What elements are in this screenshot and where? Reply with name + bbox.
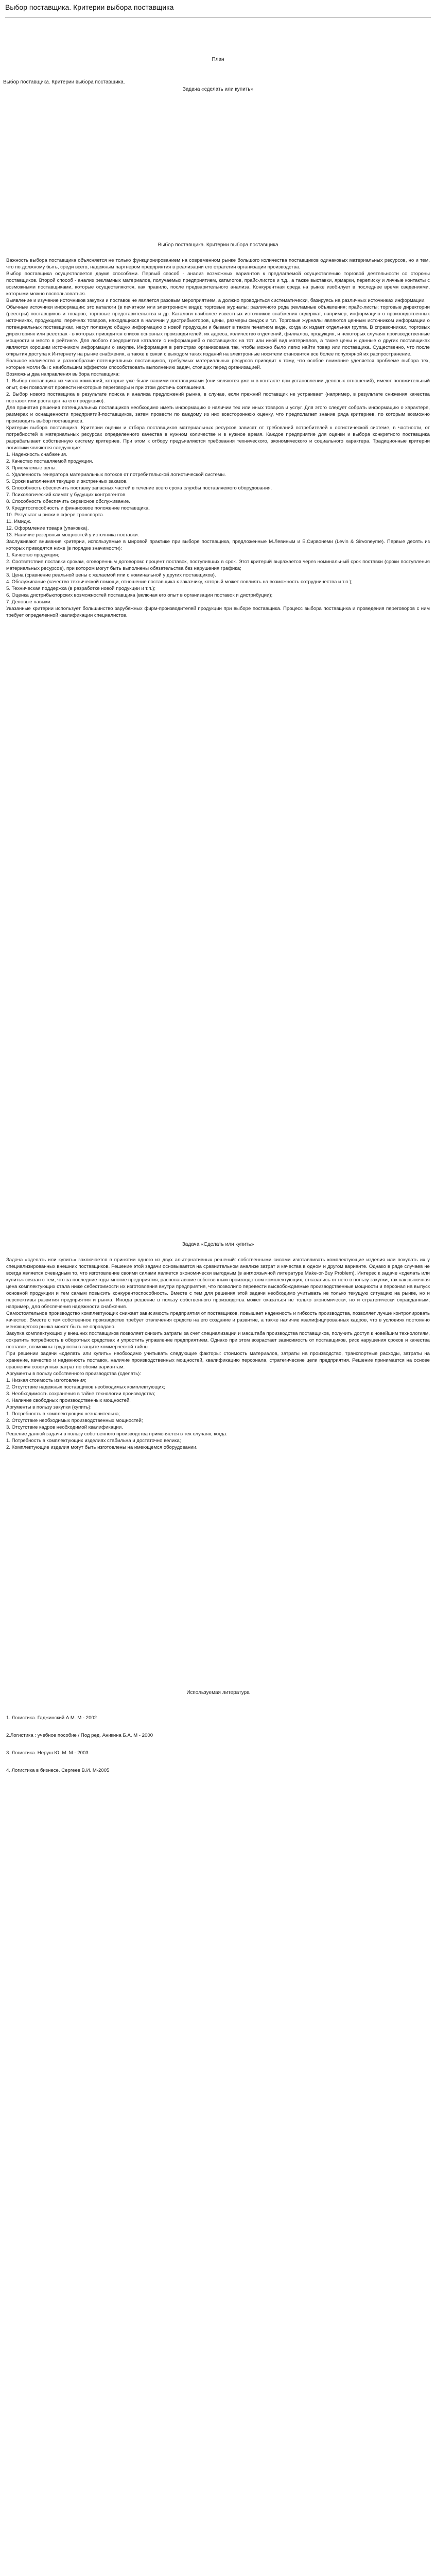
body-paragraph: 3. Отсутствие кадров необходимой квалификации. (6, 1425, 123, 1430)
body-paragraph: 3. Необходимость сохранения в тайне технологии производства; (6, 1391, 155, 1397)
body-paragraph: 10. Результат и риски в сфере транспорта. (6, 512, 104, 518)
plan-section (0, 57, 436, 92)
body-paragraph: Указанные критерии использует большинство зарубежных фирм-производителей продукции при выборе поставщика. Процесс выбора поставщика и проведения переговоров с ним требует определенной квалификации специалистов. (6, 606, 430, 618)
body-paragraph: 1. Выбор поставщика из числа компаний, которые уже были вашими поставщиками (они являются уже и в контакте при установлении деловых отношений), имеют положительный опыт, они позволяют провести некоторые переговоры и при этом достичь соглашения. (6, 378, 430, 391)
section-body-supplier (6, 257, 430, 619)
body-paragraph: Возможны два направления выбора поставщика: (6, 371, 120, 377)
body-paragraph: 4. Наличие свободных производственных мощностей. (6, 1398, 131, 1403)
body-paragraph: 7. Психологический климат у будущих контрагентов. (6, 492, 127, 498)
body-paragraph: 2. Комплектующие изделия могут быть изготовлены на имеющемся оборудовании. (6, 1445, 198, 1450)
body-paragraph: Заслуживают внимания критерии, используемые в мировой практике при выборе поставщика, предложенные М.Левиным и Б.Сирвонеми (Levin & Sirvoneyme). Первые десять из которых приводятся ниже (в порядке значимости): (6, 539, 430, 551)
body-paragraph: 13. Наличие резервных мощностей у источника поставки. (6, 532, 139, 538)
body-paragraph: 5. Техническая поддержка (в разработке новой продукции и т.п.); (6, 586, 156, 591)
body-paragraph: Выбор поставщика осуществляется двумя способами. Первый способ - анализ возможных вариантов к предлагаемой осуществлению торговой деятельности со стороны поставщиков. Второй способ - анализ рекламных материалов, получаемых предприятием, каталогов, прайс-листов и т.д., а также выставки, ярмарки, переписку и личные контакты с возможными поставщиками, которые осуществляются, как правило, после предварительного анализа. Конкурентная среда на рынке изобилует в последнее время сведениями, которыми можно воспользоваться. (6, 271, 430, 297)
plan-item-2: Задача «сделать или купить» (182, 87, 254, 92)
section-heading-supplier: Выбор поставщика. Критерии выбора поставщика (158, 242, 278, 248)
body-paragraph: 7. Деловые навыки. (6, 599, 52, 605)
body-paragraph: Решение данной задачи в пользу собственного производства применяется в тех случаях, когда: (6, 1431, 228, 1437)
body-paragraph: При решении задачи «сделать или купить» необходимо учитывать следующие факторы: стоимость материалов, затраты на производство, транспортные расходы, затраты на хранение, качество и надежность поставок, наличие производственных мощностей, квалификацию персонала, стратегические цели предприятия. Решение принимается на основе сравнения совокупных затрат по обоим вариантам. (6, 1351, 430, 1370)
body-paragraph: Критерии выбора поставщика. Критерии оценки и отбора поставщиков материальных ресурсов зависят от требований потребителей к логистической системе, в частности, от потребностей в материальных ресурсах определенного качества в нужном количестве и в нужное время. Каждое предприятие для оценки и выбора конкретного поставщика разрабатывает собственную систему критериев. При этом к отбору предъявляются требования технического, экономического и социального характера. Традиционные критерии логистики являются следующие: (6, 425, 430, 451)
plan-item-1: Выбор поставщика. Критерии выбора поставщика. (3, 79, 125, 85)
body-paragraph: 2. Качество поставляемой продукции. (6, 459, 93, 464)
body-paragraph: 11. Имидж. (6, 519, 31, 524)
body-paragraph: 9. Кредитоспособность и финансовое положение поставщика. (6, 505, 150, 511)
body-paragraph: Аргументы в пользу закупки (купить): (6, 1404, 92, 1410)
body-paragraph: 6. Оценка дистрибьюторских возможностей поставщика (включая его опыт в организации поставок и дистрибуции); (6, 592, 273, 598)
section-supplier-selection (6, 242, 430, 619)
body-paragraph: Для принятия решения потенциальных поставщиков необходимо иметь информацию о наличии тех или иных товаров и услуг. Для этого следует собрать информацию о характере, размерах и оснащенности предприятий-поставщиков, затем провести по каждому из них всестороннюю оценку, что предполагает знание ряда критериев, по которым возможно производить выбор поставщиков. (6, 405, 430, 424)
section-body-make-or-buy (6, 1257, 430, 1451)
body-paragraph: 3. Цена (сравнение реальной цены с желаемой или с номинальной у других поставщиков). (6, 572, 216, 578)
page-title: Выбор поставщика. Критерии выбора поставщика (5, 3, 174, 11)
reference-item: 4. Логистика в бизнесе. Сергеев В.И. М-2005 (6, 1768, 110, 1773)
references-heading: Используемая литература (186, 1690, 250, 1696)
body-paragraph: 4. Обслуживание (качество технической помощи, отношение поставщика к заказчику, который может повлиять на возможность сотрудничества и т.п.); (6, 579, 353, 585)
section-heading-make-or-buy: Задача «Сделать или купить» (182, 1242, 254, 1247)
body-paragraph: 1. Потребность в комплектующих изделиях стабильна и достаточно велика; (6, 1438, 181, 1444)
reference-item: 2.Логистика : учебное пособие / Под ред. Аникина Б.А. М - 2000 (6, 1733, 153, 1738)
body-paragraph: 3. Приемлемые цены. (6, 465, 57, 471)
body-paragraph: Большое количество и разнообразие потенциальных поставщиков, требуемых материальных ресурсов приводит к тому, что особое внимание уделяется проблеме выбора тех, которые могли бы с наибольшим эффектом способствовать выполнению задач, стоящих перед организацией. (6, 358, 430, 370)
body-paragraph: 2. Выбор нового поставщика в результате поиска и анализа предложений рынка, в случае, если прежний поставщик не устраивает (например, в результате снижения качества поставок или роста цен на его продукцию). (6, 392, 430, 404)
body-paragraph: 4. Удаленность генератора материальных потоков от потребительской логистической системы. (6, 472, 226, 478)
body-paragraph: 6. Способность обеспечить поставку запасных частей в течение всего срока службы поставляемого оборудования. (6, 485, 272, 491)
body-paragraph: Задача «сделать или купить» заключается в принятии одного из двух альтернативных решений: собственными силами изготавливать комплектующие изделия или покупать их у специализированных внешних поставщиков. Решение этой задачи основывается на сравнительном анализе затрат и качества в одном и другом варианте. Однако в ряде случаев не всегда является очевидным то, что изготовление своими силами является экономически выгодным (в англоязычной литературе Make-or-Buy Problem). Интерес к задаче «сделать или купить» связан с тем, что за последние годы многие предприятия, располагавшие собственным производством комплектующих, отказались от него в пользу закупки, так как рыночная цена комплектующих стала ниже себестоимости их изготовления внутри предприятия, что позволило перевести высвобождаемые производственные мощности и персонал на выпуск основной продукции и тем самым повысить конкурентоспособность. Вместе с тем для решения этой задачи необходимо учитывать не только текущую ситуацию на рынке, но и перспективы развития предприятия и рынка. Иногда решение в пользу собственного производства может оказаться не только экономически, но и стратегически оправданным, например, для обеспечения надежности снабжения. (6, 1257, 430, 1310)
reference-item: 1. Логистика. Гаджинский А.М. М - 2002 (6, 1715, 97, 1721)
body-paragraph: 2. Соответствие поставки срокам, оговоренным договором: процент поставок, поступивших в срок. Этот критерий выражается через номинальный срок поставки (сроки поступления материальных ресурсов), при котором могут быть выполнены обязательства без нарушения графика; (6, 559, 430, 571)
section-make-or-buy (6, 1242, 430, 1451)
body-paragraph: 1. Потребность в комплектующих незначительна; (6, 1411, 120, 1417)
references-section (6, 1690, 430, 1773)
body-paragraph: Самостоятельное производство комплектующих снижает зависимость предприятия от поставщиков, повышает надежность и гибкость производства, позволяет лучше контролировать качество. Вместе с тем собственное производство требует отвлечения средств на его создание и развитие, а также наличие квалифицированных кадров, что в условиях постоянно меняющегося рынка может быть не оправдано. (6, 1311, 430, 1330)
body-paragraph: Аргументы в пользу собственного производства (сделать): (6, 1371, 142, 1377)
reference-item: 3. Логистика. Неруш Ю. М. М - 2003 (6, 1750, 89, 1756)
body-paragraph: 1. Надежность снабжения. (6, 452, 67, 457)
body-paragraph: 8. Способность обеспечить сервисное обслуживание. (6, 499, 130, 504)
body-paragraph: 2. Отсутствие надежных поставщиков необходимых комплектующих; (6, 1384, 165, 1390)
document-header (0, 0, 436, 18)
body-paragraph: 1. Качество продукции; (6, 552, 60, 558)
body-paragraph: Важность выбора поставщика объясняется не только функционированием на современном рынке большого количества поставщиков одинаковых материальных ресурсов, но и тем, что по должному быть, среди всего, надежным партнером предприятия в реализации его стратегии организации производства. (6, 258, 430, 270)
body-paragraph: 2. Отсутствие необходимых производственных мощностей; (6, 1418, 143, 1423)
body-paragraph: Выявление и изучение источников закупки и поставок не является разовым мероприятием, а должно проводиться систематически, базируясь на различных источниках информации. (6, 298, 426, 303)
body-paragraph: Обычные источники информации: это каталоги (в печатном или электронном виде); торговые журналы; различного рода рекламные объявления; прайс-листы; торговые директории (реестры) поставщиков и товаров; торговые представительства и др. Каталоги наиболее известных источников снабжения содержат, например, информацию о производственных источниках, продукциях, перечнях товаров, находящихся в наличии у дистрибьюторов, цены, размеры скидок и т.п. Торговые журналы являются ценным источником информации о потенциальных поставщиках, несут полезную общую информацию о новой продукции и бывают в таком печатном виде, когда их издает отдельная группа. В справочниках, торговых директориях или реестрах - в которых приводится список основных производителей, их адреса, количество отделений, филиалов, продукция, и некоторых случаях производственные мощности и место в рейтинге. Для любого предприятия каталоги с информацией о поставщиках на тот или иной вид материалов, а также цены и данные о других поставщиках являются хорошим источником информации о закупке. Информация в регистрах организована так, чтобы можно было легко найти товар или поставщика. Существенно, что после открытия доступа к Интернету на рынке снабжения, а также в связи с выходом таких изданий на электронные носители становится все более популярной их распространение. (6, 304, 430, 357)
plan-heading: План (212, 57, 224, 62)
body-paragraph: 12. Оформление товара (упаковка). (6, 526, 89, 531)
body-paragraph: 5. Сроки выполнения текущих и экстренных заказов. (6, 479, 128, 484)
body-paragraph: Закупка комплектующих у внешних поставщиков позволяет снизить затраты за счет специализации и масштаба производства поставщиков, получить доступ к новейшим технологиям, сократить потребность в оборотных средствах и упростить управление предприятием. Однако при этом возрастает зависимость от поставщиков, риск нарушения сроков и качества поставок, возможны трудности в защите коммерческой тайны. (6, 1331, 430, 1350)
body-paragraph: 1. Низкая стоимость изготовления; (6, 1378, 86, 1383)
